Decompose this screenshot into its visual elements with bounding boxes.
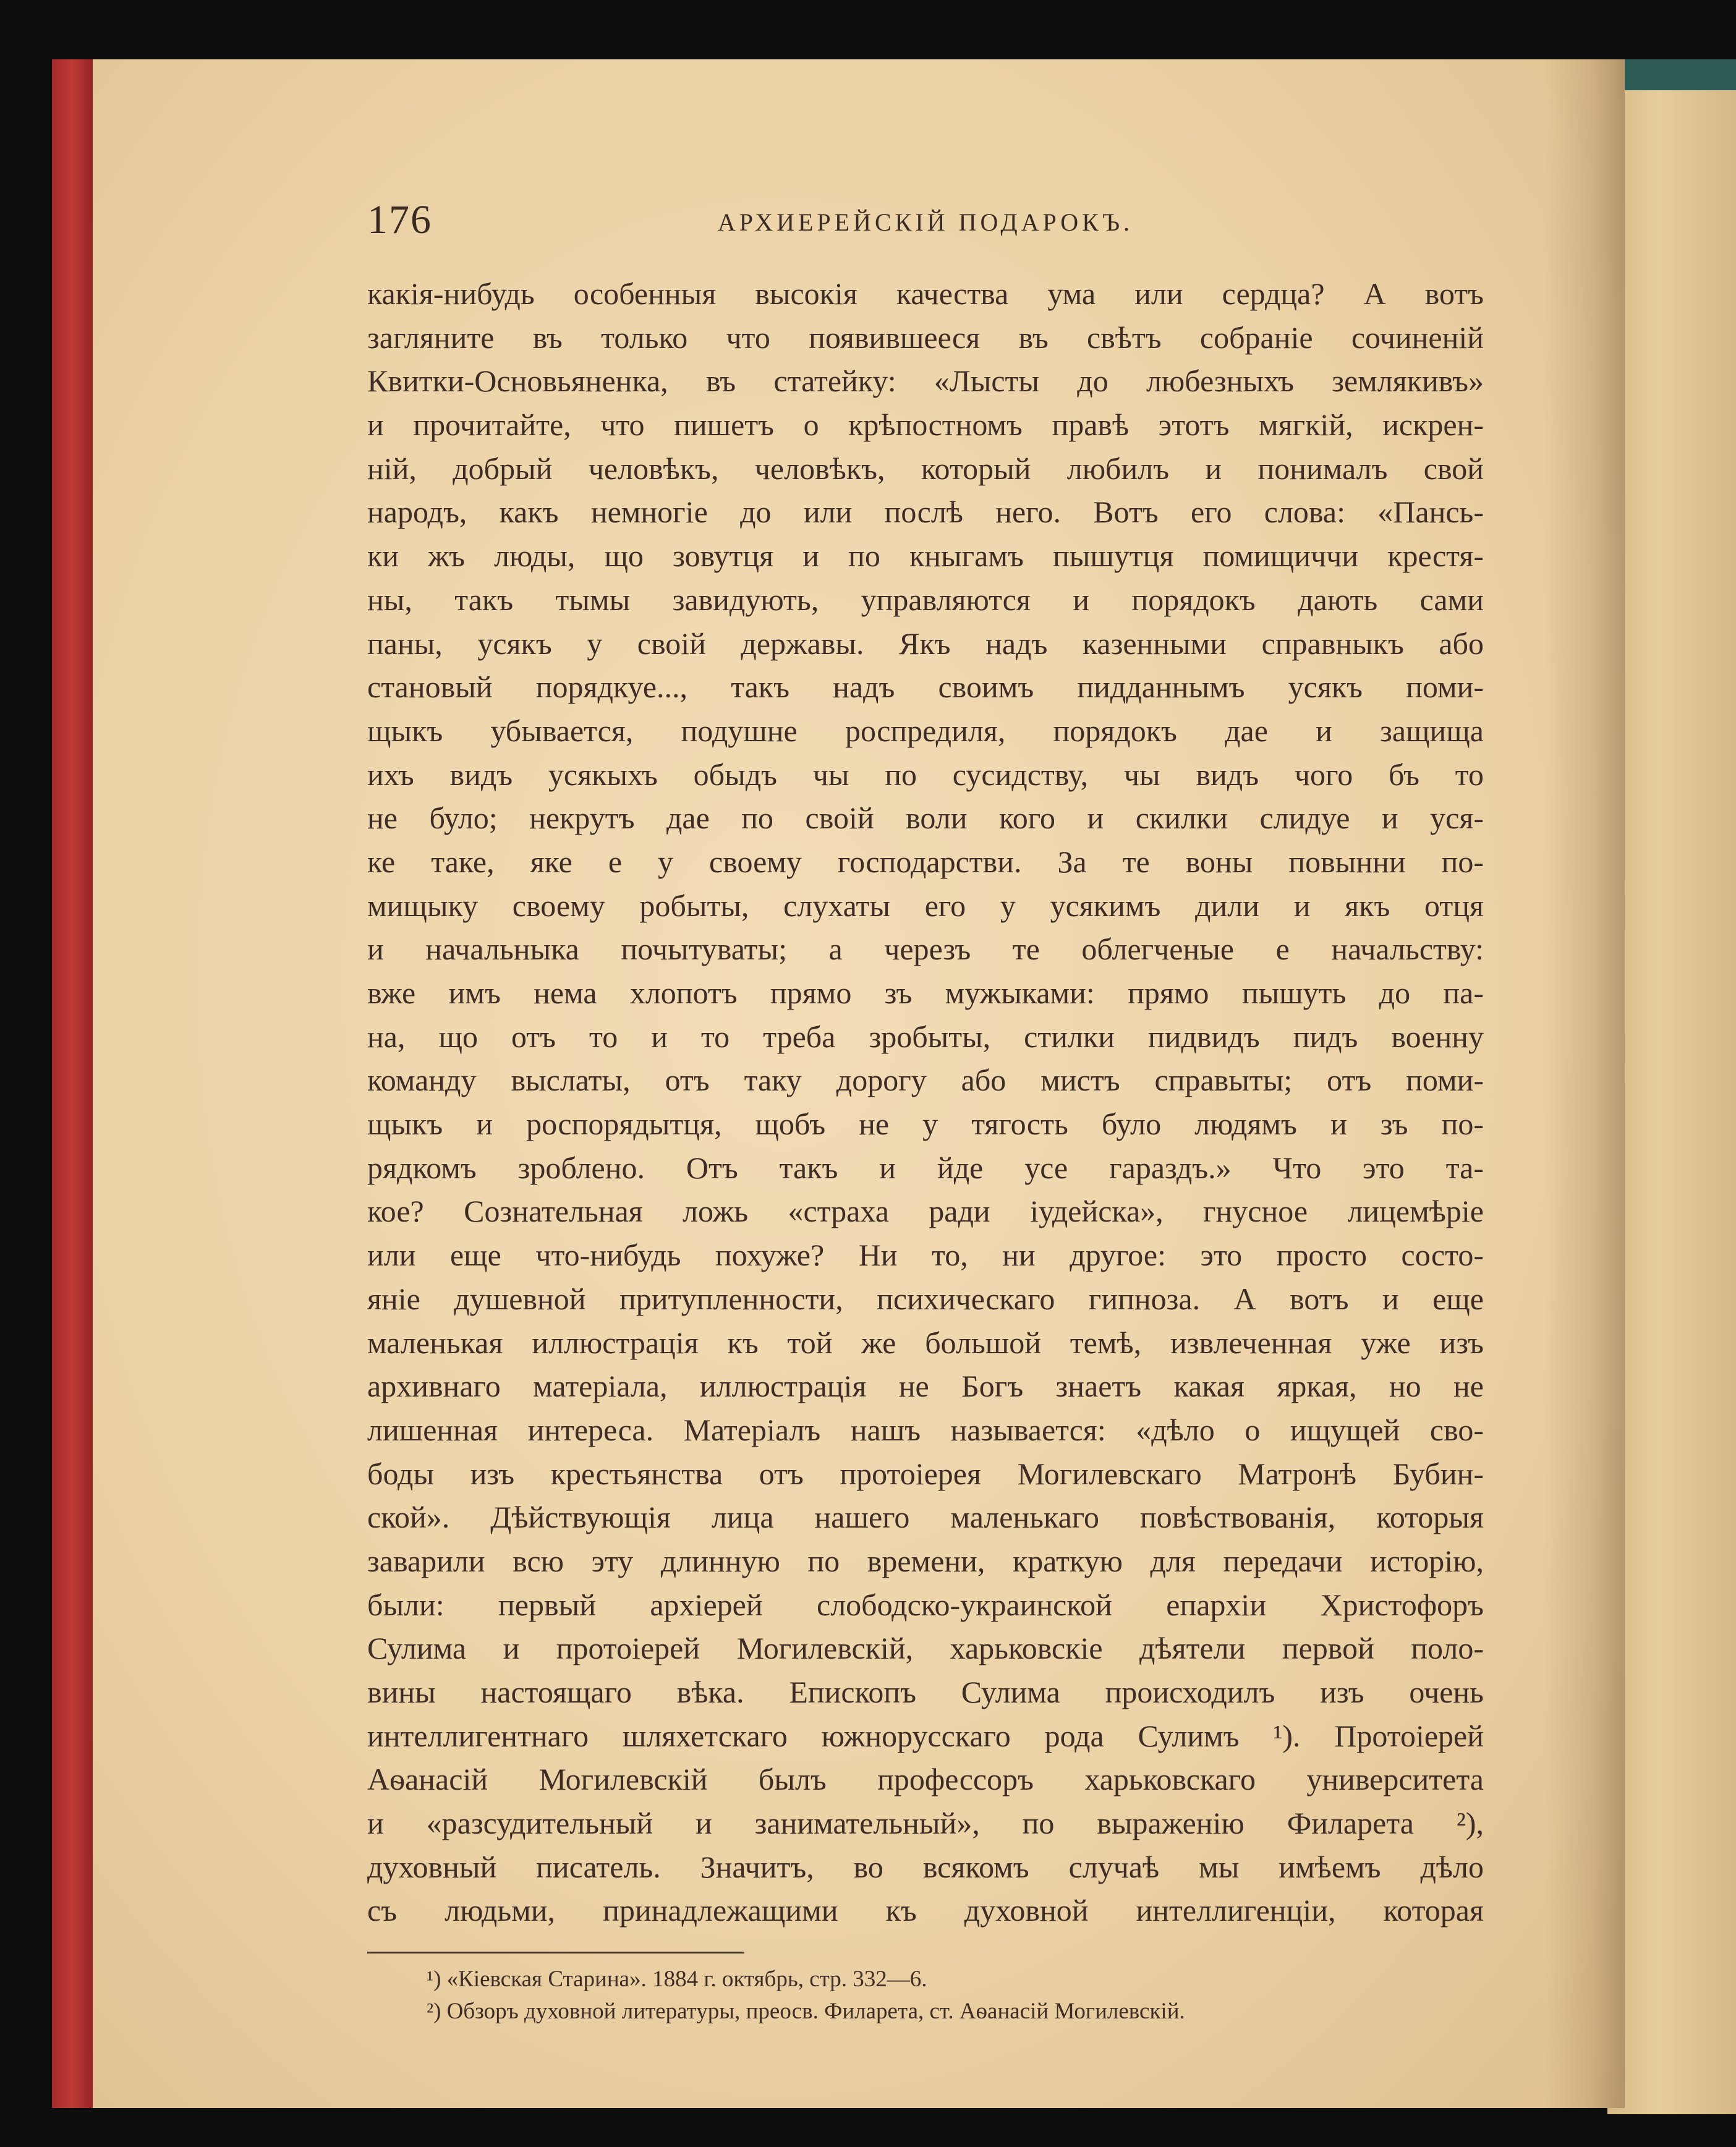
text-line: духовный писатель. Значитъ, во всякомъ случаѣ мы имѣемъ дѣло xyxy=(367,1849,1484,1884)
text-line: ке таке, яке е у своему господарстви. За те воны повынни по- xyxy=(367,844,1484,879)
footnote-1: ¹) «Кіевская Старина». 1884 г. октябрь, стр. 332—6. xyxy=(427,1966,927,1992)
text-line: ки жъ люды, що зовутця и по кныгамъ пышутця помищиччи крестя- xyxy=(367,538,1484,574)
text-line: Сулима и протоіерей Могилевскій, харьковскіе дѣятели первой поло- xyxy=(367,1631,1484,1666)
text-line: и прочитайте, что пишетъ о крѣпостномъ правѣ этотъ мягкій, искрен- xyxy=(367,407,1484,443)
text-line: и начальныка почытуваты; а черезъ те облегченые е начальству: xyxy=(367,932,1484,967)
text-line: загляните въ только что появившееся въ свѣтъ собраніе сочиненій xyxy=(367,320,1484,355)
text-line: Квитки-Основьяненка, въ статейку: «Лысты до любезныхъ землякивъ» xyxy=(367,364,1484,399)
text-line: кое? Сознательная ложь «страха ради іудейска», гнусное лицемѣріе xyxy=(367,1194,1484,1229)
footnote-rule xyxy=(367,1952,744,1954)
text-line: и «разсудительный и занимательный», по выраженію Филарета ²), xyxy=(367,1806,1484,1841)
text-line: ихъ видъ усякыхъ обыдъ чы по сусидству, чы видъ чого бъ то xyxy=(367,757,1484,792)
text-line: или еще что-нибудь похуже? Ни то, ни другое: это просто состо- xyxy=(367,1238,1484,1273)
text-line: мищыку своему робыты, слухаты его у усякимъ дили и якъ отця xyxy=(367,888,1484,923)
text-line: яніе душевной притупленности, психическаго гипноза. А вотъ и еще xyxy=(367,1281,1484,1316)
body-text xyxy=(367,272,1484,1932)
text-line: боды изъ крестьянства отъ протоіерея Могилевскаго Матронѣ Бубин- xyxy=(367,1456,1484,1491)
text-line: какія-нибудь особенныя высокія качества ума или сердца? А вотъ xyxy=(367,276,1484,311)
text-line: ны, такъ тымы завидують, управляются и порядокъ дають сами xyxy=(367,582,1484,617)
text-line: интеллигентнаго шляхетскаго южнорусскаго рода Сулимъ ¹). Протоіерей xyxy=(367,1718,1484,1753)
text-line: паны, усякъ у своій державы. Якъ надъ казенными справныкъ або xyxy=(367,626,1484,661)
footnotes xyxy=(427,1963,1490,2028)
text-line: ской». Дѣйствующія лица нашего маленькаго повѣствованія, которыя xyxy=(367,1500,1484,1535)
text-line: съ людьми, принадлежащими къ духовной интеллигенціи, которая xyxy=(367,1893,1484,1928)
text-line: Аѳанасій Могилевскій былъ профессоръ харьковскаго университета xyxy=(367,1762,1484,1797)
text-line: народъ, какъ немногіе до или послѣ него. Вотъ его слова: «Пансь- xyxy=(367,495,1484,530)
text-line: ній, добрый человѣкъ, человѣкъ, который любилъ и понималъ свой xyxy=(367,451,1484,486)
adjacent-page-edge xyxy=(1607,87,1736,2114)
gutter-shadow xyxy=(1544,59,1625,2108)
text-line: вины настоящаго вѣка. Епископъ Сулима происходилъ изъ очень xyxy=(367,1675,1484,1709)
book-cover-edge xyxy=(52,59,96,2108)
text-line: маленькая иллюстрація къ той же большой темѣ, извлеченная уже изъ xyxy=(367,1325,1484,1360)
page-header xyxy=(367,197,1484,246)
text-line: не було; некрутъ дае по своій воли кого и скилки слидуе и уся- xyxy=(367,801,1484,836)
adjacent-cover-corner xyxy=(1614,59,1736,90)
text-line: вже имъ нема хлопотъ прямо зъ мужыками: прямо пышуть до па- xyxy=(367,976,1484,1010)
text-line: на, що отъ то и то треба зробыты, стилки пидвидъ пидъ военну xyxy=(367,1019,1484,1054)
page-number: 176 xyxy=(367,197,432,242)
text-line: заварили всю эту длинную по времени, краткую для передачи исторію, xyxy=(367,1543,1484,1578)
text-line: рядкомъ зроблено. Отъ такъ и йде усе гараздъ.» Что это та- xyxy=(367,1150,1484,1185)
text-line: щыкъ убывается, подушне роспредиля, порядокъ дае и защища xyxy=(367,713,1484,748)
footnote-2: ²) Обзоръ духовной литературы, преосв. Филарета, ст. Аѳанасій Могилевскій. xyxy=(427,1999,1185,2024)
text-line: становый порядкуе..., такъ надъ своимъ пидданнымъ усякъ поми- xyxy=(367,670,1484,705)
text-line: лишенная интереса. Матеріалъ нашъ называется: «дѣло о ищущей сво- xyxy=(367,1412,1484,1447)
text-line: щыкъ и роспорядытця, щобъ не у тягость було людямъ и зъ по- xyxy=(367,1107,1484,1142)
text-line: были: первый архіерей слободско-украинской епархіи Христофоръ xyxy=(367,1587,1484,1622)
text-line: команду выслаты, отъ таку дорогу або мистъ справыты; отъ поми- xyxy=(367,1063,1484,1098)
running-head: АРХИЕРЕЙСКІЙ ПОДАРОКЪ. xyxy=(717,208,1134,236)
text-line: архивнаго матеріала, иллюстрація не Богъ знаетъ какая яркая, но не xyxy=(367,1369,1484,1404)
